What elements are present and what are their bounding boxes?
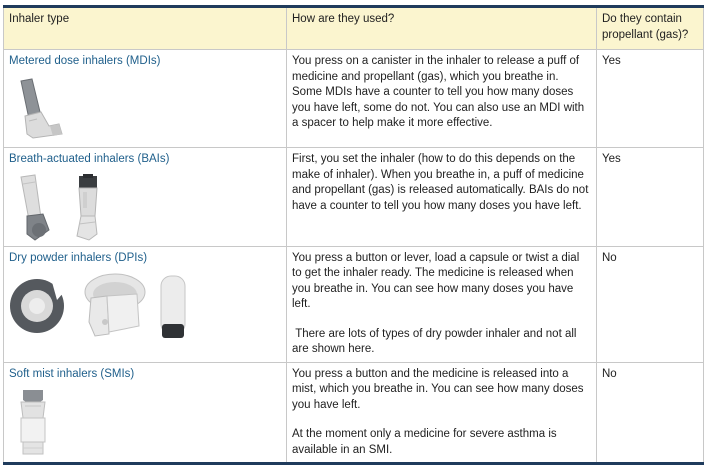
- dry-powder-inhaler-icon: [9, 272, 209, 342]
- table-row: [4, 50, 704, 148]
- usage-extra-text: At the moment only a medicine for severe asthma is available in an SMI.: [292, 428, 557, 456]
- inhaler-type-cell: [4, 362, 287, 464]
- usage-text: You press on a canister in the inhaler to release a puff of medicine and propellant (gas), which you breathe in. Some MDIs have a counter to tell you how many doses you have left, some do not. You can also use an MDI with a spacer to help make it more effective.: [292, 55, 585, 129]
- soft-mist-inhaler-icon: [9, 388, 59, 458]
- usage-cell: [287, 246, 597, 362]
- table-header-row: [4, 7, 704, 50]
- inhaler-type-cell: [4, 50, 287, 148]
- header-inhaler-type: Inhaler type: [4, 7, 287, 50]
- usage-text: You press a button or lever, load a capsule or twist a dial to get the inhaler ready. The medicine is released when you breathe in. You can see how many doses you have left.: [292, 251, 580, 310]
- metered-dose-inhaler-icon: [9, 76, 69, 140]
- propellant-cell: Yes: [597, 50, 704, 148]
- inhaler-type-name: Breath-actuated inhalers (BAIs): [9, 153, 170, 165]
- inhaler-type-name: Soft mist inhalers (SMIs): [9, 367, 135, 380]
- inhaler-type-cell: [4, 148, 287, 247]
- inhaler-types-table: [3, 5, 704, 465]
- usage-text: You press a button and the medicine is released into a mist, which you breathe in. You can see how many doses you have left.: [292, 367, 584, 411]
- table-row: [4, 148, 704, 247]
- usage-extra-text: There are lots of types of dry powder inhaler and not all are shown here.: [292, 327, 580, 355]
- inhaler-type-cell: [4, 246, 287, 362]
- propellant-cell: No: [597, 362, 704, 464]
- propellant-cell: Yes: [597, 148, 704, 247]
- table-row: [4, 246, 704, 362]
- header-how-used: How are they used?: [287, 7, 597, 50]
- usage-cell: [287, 50, 597, 148]
- breath-actuated-inhaler-icon: [9, 174, 119, 242]
- usage-cell: [287, 362, 597, 464]
- inhaler-type-name: Metered dose inhalers (MDIs): [9, 55, 161, 67]
- usage-cell: [287, 148, 597, 247]
- inhaler-type-name: Dry powder inhalers (DPIs): [9, 251, 148, 264]
- table-row: [4, 362, 704, 464]
- usage-text: First, you set the inhaler (how to do this depends on the make of inhaler). When you breathe in, a puff of medicine and propellant (gas) is released automatically. BAIs do not have a counter to tell you how many doses you have left.: [292, 153, 589, 212]
- header-propellant: Do they contain propellant (gas)?: [597, 7, 704, 50]
- propellant-cell: No: [597, 246, 704, 362]
